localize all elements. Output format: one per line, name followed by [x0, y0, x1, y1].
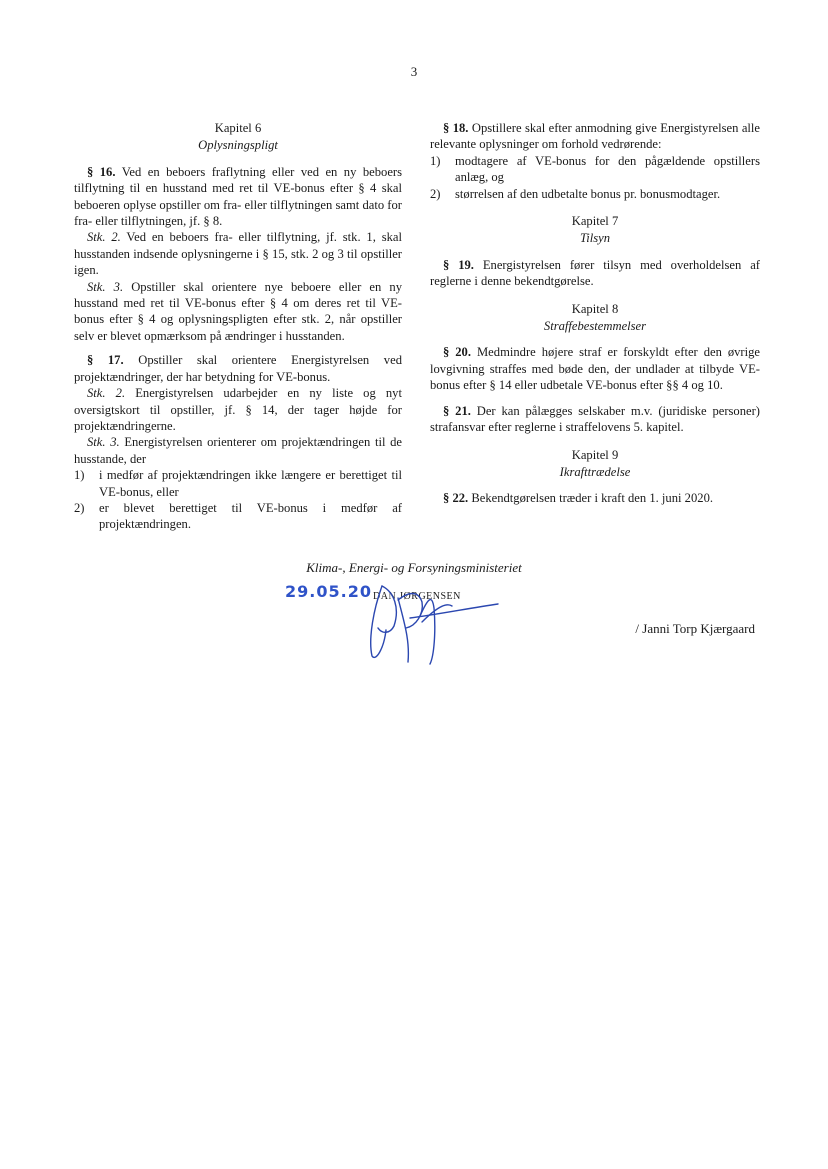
section-17-number: § 17.	[87, 353, 124, 368]
section-17-stk-3	[74, 434, 402, 467]
list-item	[430, 153, 760, 186]
ministry-name: Klima-, Energi- og Forsyningsministeriet	[306, 560, 522, 575]
section-19-number: § 19.	[443, 257, 474, 272]
chapter-8-subtitle: Straffebestemmelser	[543, 319, 647, 334]
date-stamp: 29.05.20	[285, 582, 372, 601]
stk-label: Stk. 3.	[87, 279, 124, 294]
signer-name: / Janni Torp Kjærgaard	[635, 621, 755, 636]
section-18-number: § 18.	[443, 121, 469, 135]
handwritten-signature	[360, 578, 500, 668]
section-22-text: Bekendtgørelsen træder i kraft den 1. juni 2020.	[468, 491, 714, 506]
chapter-6-subtitle: Oplysningspligt	[198, 138, 278, 153]
stk-label: Stk. 2.	[87, 386, 126, 401]
section-16-stk-2	[74, 229, 402, 278]
section-21	[430, 403, 760, 436]
section-18-text: Opstillere skal efter anmodning give Energistyrelsen alle relevante oplysninger om forhold vedrørende:	[430, 121, 760, 152]
list-item-text: modtagere af VE-bonus for den pågældende opstillers anlæg, og	[455, 153, 760, 185]
section-16	[74, 164, 402, 230]
section-17	[74, 352, 402, 385]
list-item	[74, 467, 402, 500]
section-17-list	[74, 467, 402, 533]
chapter-6-title: Kapitel 6	[214, 121, 262, 135]
section-21-number: § 21.	[443, 403, 471, 418]
section-16-text: Ved en beboers fraflytning eller ved en ny beboers tilflytning til en husstand med ret til VE-bonus efter § 4 skal beboeren oplyse opstiller om fra- eller tilflytningen samt dato for fra- eller tilflytningen, jf. § 8.	[74, 164, 402, 229]
list-item-number: 2)	[74, 500, 85, 515]
section-16-number: § 16.	[87, 164, 116, 179]
chapter-9-title: Kapitel 9	[571, 447, 619, 462]
stk-text: Ved en beboers fra- eller tilflytning, jf. stk. 1, skal husstanden indsende oplysningerne i § 15, stk. 2 og 3 til opstiller igen.	[74, 230, 402, 278]
list-item-number: 1)	[74, 468, 85, 483]
section-20-number: § 20.	[443, 345, 472, 360]
section-22-number: § 22.	[443, 491, 469, 506]
list-item	[430, 186, 760, 202]
left-column	[74, 120, 402, 533]
section-17-text: Opstiller skal orientere Energistyrelsen ved projektændringer, der har betydning for VE-bonus.	[74, 353, 402, 384]
section-19	[430, 257, 760, 290]
section-17-stk-2	[74, 385, 402, 434]
stk-text: Energistyrelsen udarbejder en ny liste og nyt oversigtskort til opstiller, jf. § 14, der tager højde for projektændringerne.	[74, 386, 402, 433]
list-item-text: i medfør af projektændringen ikke længere er berettiget til VE-bonus, eller	[99, 468, 402, 499]
section-18	[430, 120, 760, 153]
chapter-7-title: Kapitel 7	[571, 214, 619, 229]
section-20-text: Medmindre højere straf er forskyldt efter den øvrige lovgivning straffes med bøde den, der undlader at tilbyde VE-bonus efter § 14 eller udbetale VE-bonus efter §§ 4 og 10.	[430, 345, 761, 393]
stk-text: Energistyrelsen orienterer om projektændringen til de husstande, der	[74, 435, 402, 466]
stk-label: Stk. 3.	[87, 435, 120, 450]
list-item-number: 2)	[430, 186, 441, 201]
section-21-text: Der kan pålægges selskaber m.v. (juridiske personer) strafansvar efter reglerne i straffelovens 5. kapitel.	[430, 403, 761, 435]
chapter-9-subtitle: Ikrafttrædelse	[559, 464, 631, 479]
page-number: 3	[410, 64, 418, 79]
section-20	[430, 344, 760, 393]
list-item	[74, 500, 402, 533]
right-column	[430, 120, 760, 507]
chapter-7-subtitle: Tilsyn	[579, 231, 611, 246]
stk-text: Opstiller skal orientere nye beboere eller en ny husstand med ret til VE-bonus efter § 4 om deres ret til VE-bonus efter § 4 og oplysningspligten efter stk. 2, når opstiller selv er blevet opmærksom på ændringer i husstanden.	[74, 279, 402, 343]
section-16-stk-3	[74, 279, 402, 345]
list-item-number: 1)	[430, 153, 441, 168]
minister-name-stamp: DAN JØRGENSEN	[373, 591, 461, 602]
section-19-text: Energistyrelsen fører tilsyn med overholdelsen af reglerne i denne bekendtgørelse.	[430, 257, 760, 289]
section-22	[430, 490, 760, 506]
stk-label: Stk. 2.	[87, 230, 121, 245]
list-item-text: størrelsen af den udbetalte bonus pr. bonusmodtager.	[455, 186, 721, 201]
section-18-list	[430, 153, 760, 202]
chapter-8-title: Kapitel 8	[571, 301, 619, 316]
list-item-text: er blevet berettiget til VE-bonus i medfør af projektændringen.	[99, 500, 402, 532]
